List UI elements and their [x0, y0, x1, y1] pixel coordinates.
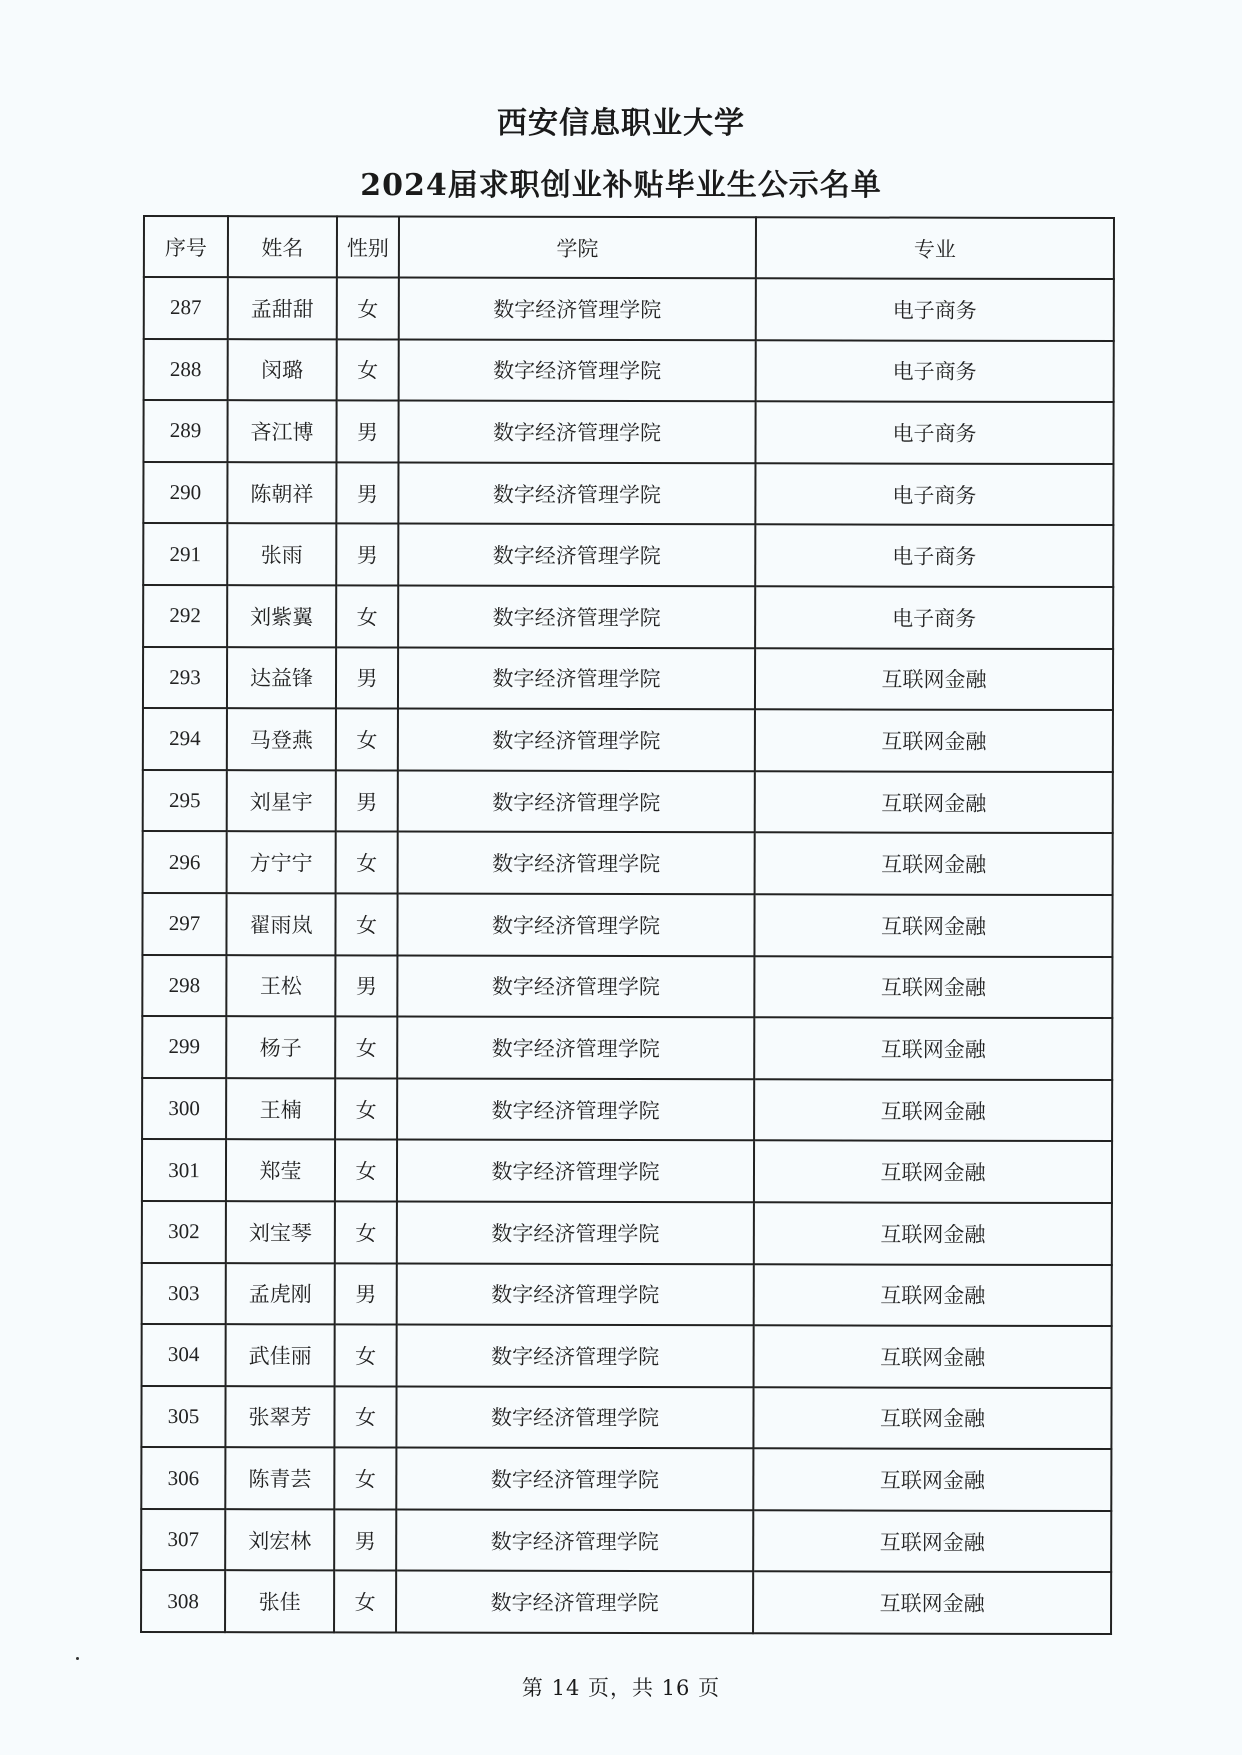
row-gender: 女: [337, 277, 399, 339]
row-major: 电子商务: [756, 340, 1114, 402]
row-major: 互联网金融: [753, 1449, 1111, 1511]
row-college: 数字经济管理学院: [398, 401, 755, 463]
row-gender: 男: [336, 524, 398, 586]
row-major: 互联网金融: [754, 1264, 1112, 1326]
graduate-list-table: [140, 215, 1115, 1635]
table-row: [142, 1139, 1112, 1203]
row-college: 数字经济管理学院: [397, 1017, 754, 1079]
row-college: 数字经济管理学院: [397, 1263, 754, 1325]
table-row: [143, 400, 1113, 464]
row-index: 290: [143, 462, 227, 524]
table-row: [143, 831, 1113, 895]
row-gender: 男: [336, 770, 398, 832]
row-index: 308: [141, 1570, 225, 1632]
row-gender: 女: [335, 1140, 397, 1202]
row-major: 电子商务: [755, 401, 1113, 463]
row-name: 吝江博: [227, 400, 336, 462]
row-name: 郑莹: [226, 1139, 335, 1201]
row-index: 300: [142, 1078, 226, 1140]
row-name: 方宁宁: [227, 832, 336, 894]
row-college: 数字经济管理学院: [399, 278, 756, 340]
row-index: 306: [141, 1447, 225, 1509]
table-row: [142, 1324, 1112, 1388]
row-gender: 男: [335, 955, 397, 1017]
row-college: 数字经济管理学院: [397, 1078, 754, 1140]
row-college: 数字经济管理学院: [398, 647, 755, 709]
table-row: [142, 1078, 1112, 1142]
row-name: 张佳: [225, 1571, 334, 1633]
row-gender: 女: [334, 1448, 396, 1510]
table-row: [143, 523, 1113, 587]
row-major: 互联网金融: [755, 771, 1113, 833]
table-body: [141, 277, 1114, 1634]
page-footer: 第 14 页，共 16 页: [521, 1676, 721, 1700]
row-index: 289: [143, 400, 227, 462]
row-gender: 女: [335, 1078, 397, 1140]
row-major: 互联网金融: [753, 1572, 1111, 1634]
row-gender: 男: [335, 1263, 397, 1325]
row-major: 互联网金融: [754, 894, 1112, 956]
row-college: 数字经济管理学院: [396, 1386, 753, 1448]
row-gender: 女: [334, 1386, 396, 1448]
row-gender: 男: [336, 647, 398, 709]
row-college: 数字经济管理学院: [398, 770, 755, 832]
row-index: 302: [142, 1201, 226, 1263]
row-index: 288: [144, 339, 228, 401]
row-major: 电子商务: [755, 463, 1113, 525]
row-college: 数字经济管理学院: [397, 1201, 754, 1263]
row-name: 刘宝琴: [226, 1201, 335, 1263]
row-major: 互联网金融: [754, 956, 1112, 1018]
row-college: 数字经济管理学院: [398, 524, 755, 586]
row-index: 291: [143, 523, 227, 585]
row-index: 304: [142, 1324, 226, 1386]
table-row: [141, 1386, 1111, 1450]
table-row: [143, 585, 1113, 649]
header-college: 学院: [399, 217, 756, 279]
row-name: 达益锋: [227, 647, 336, 709]
row-gender: 女: [336, 832, 398, 894]
row-index: 293: [143, 647, 227, 709]
scan-speck: [76, 1657, 79, 1660]
row-index: 296: [143, 831, 227, 893]
row-major: 互联网金融: [754, 1079, 1112, 1141]
row-name: 刘星宇: [227, 770, 336, 832]
row-name: 翟雨岚: [226, 893, 335, 955]
row-major: 互联网金融: [755, 833, 1113, 895]
row-index: 297: [142, 893, 226, 955]
document-subtitle: 2024届求职创业补贴毕业生公示名单: [360, 168, 882, 203]
row-index: 305: [141, 1386, 225, 1448]
row-name: 刘紫翼: [227, 585, 336, 647]
row-college: 数字经济管理学院: [398, 709, 755, 771]
row-name: 张雨: [227, 524, 336, 586]
row-name: 陈朝祥: [227, 462, 336, 524]
row-college: 数字经济管理学院: [397, 1325, 754, 1387]
row-major: 互联网金融: [753, 1387, 1111, 1449]
row-name: 刘宏林: [225, 1509, 334, 1571]
row-college: 数字经济管理学院: [396, 1448, 753, 1510]
table-row: [143, 647, 1113, 711]
table-row: [143, 770, 1113, 834]
row-index: 294: [143, 708, 227, 770]
row-college: 数字经济管理学院: [396, 1571, 753, 1633]
row-major: 电子商务: [755, 525, 1113, 587]
header-gender: 性别: [337, 216, 399, 277]
table-header-row: [144, 216, 1114, 279]
row-index: 295: [143, 770, 227, 832]
row-major: 互联网金融: [754, 1141, 1112, 1203]
row-college: 数字经济管理学院: [398, 832, 755, 894]
row-gender: 女: [334, 1571, 396, 1633]
row-major: 互联网金融: [754, 1202, 1112, 1264]
row-major: 互联网金融: [754, 1325, 1112, 1387]
row-major: 互联网金融: [755, 709, 1113, 771]
header-index: 序号: [144, 216, 228, 277]
row-gender: 女: [335, 1324, 397, 1386]
row-index: 307: [141, 1509, 225, 1571]
row-name: 孟虎刚: [226, 1263, 335, 1325]
table-row: [144, 339, 1114, 403]
row-college: 数字经济管理学院: [397, 893, 754, 955]
row-major: 电子商务: [756, 278, 1114, 340]
row-major: 电子商务: [755, 586, 1113, 648]
row-gender: 女: [335, 1017, 397, 1079]
row-gender: 女: [337, 339, 399, 401]
table-row: [142, 1262, 1112, 1326]
row-college: 数字经济管理学院: [397, 1140, 754, 1202]
table-row: [144, 277, 1114, 341]
row-gender: 男: [334, 1509, 396, 1571]
row-name: 陈青芸: [225, 1447, 334, 1509]
table-row: [141, 1509, 1111, 1573]
row-gender: 男: [336, 462, 398, 524]
row-name: 王松: [226, 955, 335, 1017]
row-index: 299: [142, 1016, 226, 1078]
header-major: 专业: [756, 217, 1114, 279]
row-index: 298: [142, 955, 226, 1017]
row-gender: 女: [335, 1201, 397, 1263]
table-row: [141, 1570, 1111, 1634]
row-index: 292: [143, 585, 227, 647]
row-index: 303: [142, 1262, 226, 1324]
row-name: 孟甜甜: [228, 277, 337, 339]
row-college: 数字经济管理学院: [398, 462, 755, 524]
row-major: 互联网金融: [754, 1017, 1112, 1079]
row-gender: 女: [336, 585, 398, 647]
row-name: 王楠: [226, 1078, 335, 1140]
table-row: [143, 708, 1113, 772]
row-gender: 女: [335, 893, 397, 955]
row-major: 互联网金融: [755, 648, 1113, 710]
table-row: [142, 893, 1112, 957]
row-name: 杨子: [226, 1016, 335, 1078]
table-row: [142, 955, 1112, 1019]
row-index: 287: [144, 277, 228, 339]
row-college: 数字经济管理学院: [396, 1509, 753, 1571]
table-row: [142, 1016, 1112, 1080]
table-row: [143, 462, 1113, 526]
row-gender: 男: [336, 401, 398, 463]
row-name: 闵璐: [228, 339, 337, 401]
row-gender: 女: [336, 709, 398, 771]
row-name: 武佳丽: [226, 1324, 335, 1386]
row-major: 互联网金融: [753, 1510, 1111, 1572]
row-college: 数字经济管理学院: [397, 955, 754, 1017]
row-college: 数字经济管理学院: [399, 339, 756, 401]
row-name: 马登燕: [227, 708, 336, 770]
row-index: 301: [142, 1139, 226, 1201]
row-name: 张翠芳: [225, 1386, 334, 1448]
row-college: 数字经济管理学院: [398, 586, 755, 648]
table-row: [141, 1447, 1111, 1511]
document-title: 西安信息职业大学: [497, 106, 745, 141]
header-name: 姓名: [228, 216, 337, 277]
table-row: [142, 1201, 1112, 1265]
